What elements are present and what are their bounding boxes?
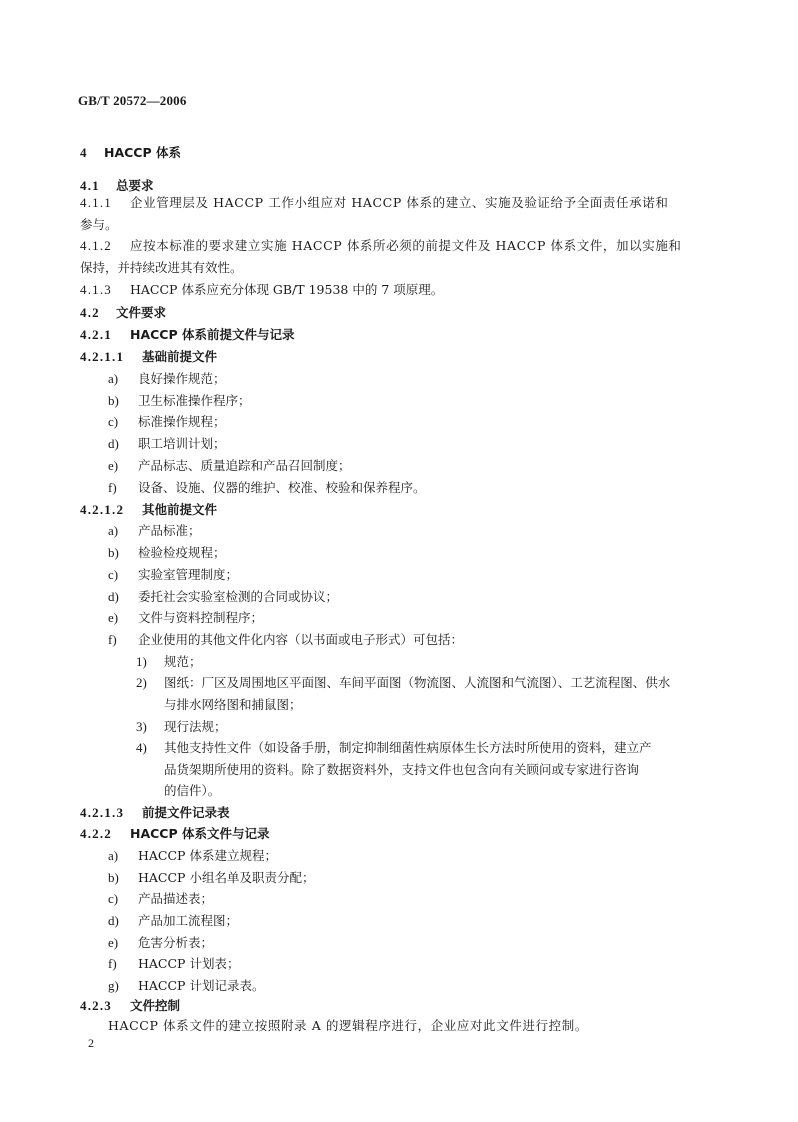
- list-label: e): [108, 610, 119, 625]
- clause-number: 4.2.3: [80, 998, 112, 1013]
- sub-list-label: 1): [136, 654, 147, 669]
- list-item: [108, 414, 226, 430]
- list-label: f): [108, 956, 117, 971]
- list-text: 卫生标准操作程序；: [138, 393, 251, 408]
- page-number: 2: [88, 1036, 94, 1050]
- list-label: e): [108, 458, 119, 473]
- clause-number: 4.2.1.3: [80, 805, 125, 820]
- clause-4-1-1-line1: [80, 195, 668, 211]
- clause-number: 4.2.1: [80, 327, 112, 342]
- list-label: c): [108, 414, 119, 429]
- clause-number: 4.2: [80, 305, 100, 320]
- clause-4-2-1-3-heading: [80, 805, 230, 821]
- list-item: [108, 458, 351, 474]
- clause-4-2-1-heading: [80, 327, 295, 343]
- clause-4-2-1-2-heading: [80, 502, 217, 518]
- clause-4-2-3-text: HACCP 体系文件的建立按照附录 A 的逻辑程序进行，企业应对此文件进行控制。: [108, 1018, 588, 1033]
- list-text: HACCP 小组名单及职责分配；: [138, 870, 315, 885]
- clause-text: HACCP 体系应充分体现 GB/T 19538 中的 7 项原理。: [130, 282, 444, 297]
- list-label: e): [108, 935, 119, 950]
- clause-title: 文件要求: [116, 305, 167, 320]
- sub-list-continuation: 品货架期所使用的资料。除了数据资料外，支持文件也包含向有关顾问或专家进行咨询: [164, 762, 640, 777]
- clause-4-1-heading: [80, 178, 154, 194]
- list-item: [108, 891, 213, 907]
- list-item: [108, 523, 201, 539]
- list-text: 产品描述表；: [138, 891, 214, 906]
- list-text: 良好操作规范；: [138, 371, 226, 386]
- sub-list-text: 规范；: [164, 654, 202, 669]
- clause-4-2-1-1-heading: [80, 349, 217, 365]
- clause-number: 4.2.1.1: [80, 349, 125, 364]
- clause-number: 4.1.3: [80, 282, 112, 297]
- clause-4-1-2-line2: 保持，并持续改进其有效性。: [80, 260, 243, 275]
- list-text: 产品标准；: [138, 523, 201, 538]
- list-text: 企业使用的其他文件化内容（以书面或电子形式）可包括：: [138, 632, 464, 647]
- list-item: [108, 371, 226, 387]
- list-label: a): [108, 848, 119, 863]
- clause-title: 前提文件记录表: [142, 805, 230, 820]
- list-label: b): [108, 870, 119, 885]
- clause-title: HACCP 体系文件与记录: [130, 826, 270, 841]
- list-label: d): [108, 436, 119, 451]
- list-label: b): [108, 393, 119, 408]
- clause-4-1-1-line2: 参与。: [80, 217, 118, 232]
- clause-4-2-2-heading: [80, 826, 270, 842]
- list-text: 产品加工流程图；: [138, 913, 239, 928]
- sub-list-label: 3): [136, 719, 147, 734]
- sub-list-label: 2): [136, 675, 147, 690]
- sub-list-item: [136, 654, 202, 670]
- sub-list-item: [136, 740, 652, 756]
- clause-4-1-2-line1: [80, 238, 682, 254]
- section-number: 4: [80, 145, 88, 160]
- clause-text: 企业管理层及 HACCP 工作小组应对 HACCP 体系的建立、实施及验证给予全面责任承诺和: [130, 195, 669, 210]
- clause-number: 4.1.1: [80, 195, 112, 210]
- clause-number: 4.2.2: [80, 826, 112, 841]
- list-text: 危害分析表；: [138, 935, 214, 950]
- clause-title: 其他前提文件: [142, 502, 218, 517]
- list-text: 标准操作规程；: [138, 414, 226, 429]
- list-item: [108, 632, 463, 648]
- clause-4-2-3-heading: [80, 998, 180, 1014]
- clause-number: 4.2.1.2: [80, 502, 125, 517]
- list-text: 委托社会实验室检测的合同或协议；: [138, 589, 339, 604]
- list-text: 检验检疫规程；: [138, 545, 226, 560]
- list-label: b): [108, 545, 119, 560]
- sub-list-item: [136, 719, 227, 735]
- list-item: [108, 545, 226, 561]
- sub-list-continuation: 的信件）。: [164, 783, 221, 798]
- list-item: [108, 848, 277, 864]
- list-label: c): [108, 891, 119, 906]
- sub-list-text: 图纸：厂区及周围地区平面图、车间平面图（物流图、人流图和气流图）、工艺流程图、供水: [164, 675, 671, 690]
- list-label: a): [108, 523, 119, 538]
- standard-code: GB/T 20572—2006: [78, 93, 187, 108]
- list-item: [108, 436, 226, 452]
- clause-text: 应按本标准的要求建立实施 HACCP 体系所必须的前提文件及 HACCP 体系文件，加以实施和: [130, 238, 682, 253]
- list-label: f): [108, 632, 117, 647]
- list-text: 产品标志、质量追踪和产品召回制度；: [138, 458, 351, 473]
- sub-list-continuation: 与排水网络图和捕鼠图；: [164, 697, 302, 712]
- list-text: 职工培训计划；: [138, 436, 226, 451]
- list-item: [108, 480, 426, 496]
- list-item: [108, 589, 338, 605]
- list-item: [108, 393, 251, 409]
- sub-list-text: 其他支持性文件（如设备手册，制定抑制细菌性病原体生长方法时所使用的资料，建立产: [164, 740, 652, 755]
- sub-list-label: 4): [136, 740, 147, 755]
- list-label: c): [108, 567, 119, 582]
- clause-title: HACCP 体系前提文件与记录: [130, 327, 295, 342]
- list-item: [108, 610, 263, 626]
- clause-number: 4.1.2: [80, 238, 112, 253]
- list-item: [108, 567, 238, 583]
- sub-list-text: 现行法规；: [164, 719, 227, 734]
- list-item: [108, 935, 213, 951]
- sub-list-item: [136, 675, 670, 691]
- list-text: 设备、设施、仪器的维护、校准、校验和保养程序。: [138, 480, 426, 495]
- clause-title: 总要求: [116, 178, 154, 193]
- clause-number: 4.1: [80, 178, 100, 193]
- clause-title: 基础前提文件: [142, 349, 218, 364]
- list-text: HACCP 体系建立规程；: [138, 848, 277, 863]
- section-title: HACCP 体系: [104, 145, 181, 160]
- list-text: HACCP 计划记录表。: [138, 978, 265, 993]
- section-4-heading: [80, 145, 181, 161]
- list-label: a): [108, 371, 119, 386]
- list-text: 文件与资料控制程序；: [138, 610, 264, 625]
- clause-4-1-3: [80, 282, 443, 298]
- list-text: HACCP 计划表；: [138, 956, 240, 971]
- clause-4-2-heading: [80, 305, 166, 321]
- list-label: d): [108, 913, 119, 928]
- list-item: [108, 956, 239, 972]
- list-item: [108, 913, 238, 929]
- list-item: [108, 870, 314, 886]
- list-label: d): [108, 589, 119, 604]
- list-label: f): [108, 480, 117, 495]
- clause-title: 文件控制: [130, 998, 181, 1013]
- list-text: 实验室管理制度；: [138, 567, 239, 582]
- list-item: [108, 978, 264, 994]
- list-label: g): [108, 978, 119, 993]
